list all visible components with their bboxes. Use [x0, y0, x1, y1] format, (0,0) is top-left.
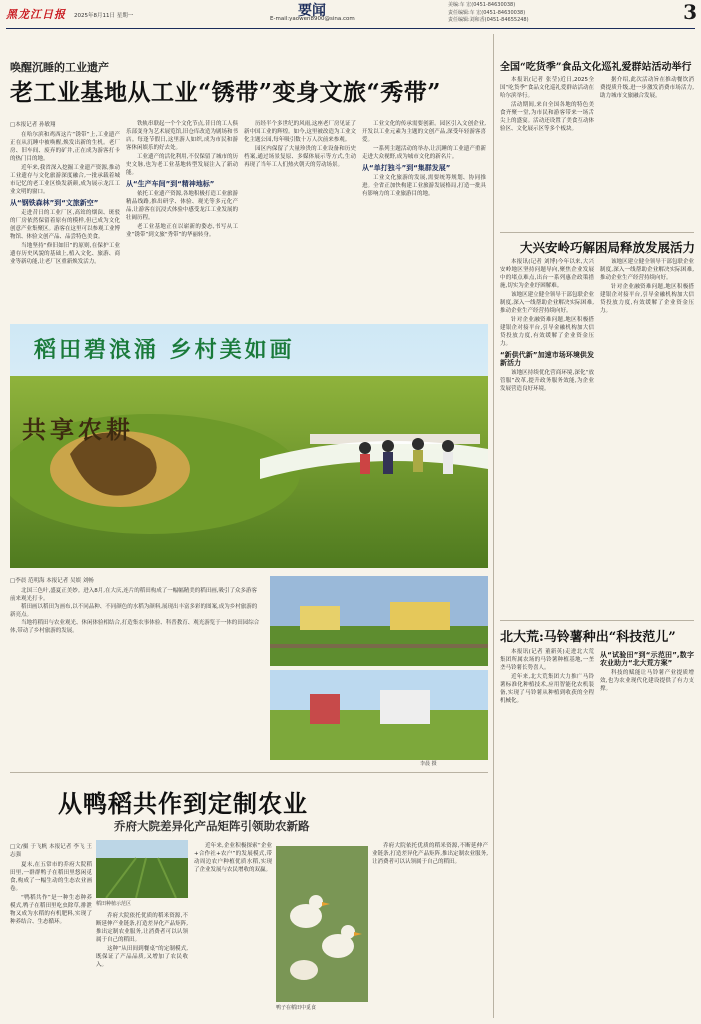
paragraph: 乔府大院依托优质的稻米资源,不断延伸产业链条,打造差异化产品矩阵,推出定制农业服务,让消费者可以认领属于自己的稻田。: [372, 843, 488, 865]
section-divider: [500, 232, 694, 233]
duck-subhead: 乔府大院差异化产品矩阵引领助农新路: [114, 819, 310, 833]
story3-subhead: 从“试验田”到“示范田”,数字农业助力“北大荒方案”: [600, 651, 694, 667]
lead-headline: 老工业基地从工业“锈带”变身文旅“秀带”: [10, 79, 441, 106]
lead-subhead-2: 从“生产车间”到“精神地标”: [126, 180, 215, 188]
village-photo: [270, 576, 488, 666]
story1-column-a: [500, 76, 594, 226]
paragraph: 工业文化旅游的发展,需要统筹规划、协同推进。全省正加快构建工业旅游发展格局,打造一批具有影响力的工业旅游目的地。: [362, 175, 486, 197]
paragraph: 历经半个多世纪的风雨,这座老厂房见证了新中国工业的辉煌。如今,这里被改造为工业文化主题公园,每年吸引数十万人次前来参观。: [244, 121, 356, 143]
paragraph: 在哈尔滨和鸡西这片“锈带”上,工业遗产正在从沉睡中被唤醒,焕发出新的生机。老厂房、旧车间、废弃的矿井,正在成为游客打卡的热门目的地。: [10, 132, 120, 162]
story3-headline: 北大荒:马铃薯种出“科技范儿”: [500, 630, 676, 645]
paragraph: 当地将稻田与农业观光、休闲体验相结合,打造集农事体验、科普教育、观光游览于一体的田园综合体,带动了乡村旅游的发展。: [10, 620, 260, 634]
story2-subhead: “新供代新”加速市场环境供发新活力: [500, 351, 594, 367]
paragraph: 科技的赋能让马铃薯产业提质增效,也为农业现代化建设提供了有力支撑。: [600, 670, 694, 692]
ducks-photo: [276, 846, 368, 1002]
paragraph: 据介绍,此次活动旨在推动餐饮消费提质升级,进一步激发消费市场活力,助力城市文旅融合发展。: [600, 77, 694, 99]
column-divider: [493, 34, 494, 1018]
duck-column-4: [372, 842, 488, 1018]
story3-column-a: [500, 648, 594, 1018]
paragraph: 该地区建立健全领导干部包联企业制度,深入一线帮助企业解决实际困难,推动企业生产经营持续向好。: [500, 292, 594, 314]
paragraph: 该地区持续优化营商环境,深化“放管服”改革,提升政务服务效能,为企业发展营造良好环境。: [500, 370, 594, 392]
page-number: 3: [683, 0, 697, 24]
paragraph: 针对企业融资难问题,地区积极搭建银企对接平台,引导金融机构加大信贷投放力度,有效缓解了企业资金压力。: [600, 284, 694, 314]
paragraph: 该地区建立健全领导干部包联企业制度,深入一线帮助企业解决实际困难,推动企业生产经营持续向好。: [600, 259, 694, 281]
paragraph: 当地坚持“修旧如旧”的原则,在保护工业遗存历史风貌的基础上,植入文化、旅游、商业等新功能,让老厂区重新焕发活力。: [10, 243, 120, 265]
paragraph: 依托工业遗产资源,各地积极打造工业旅游精品线路,推出研学、体验、观光等多元化产品,让游客在沉浸式体验中感受龙江工业发展的壮阔历程。: [126, 191, 238, 221]
section-divider: [10, 772, 488, 773]
photo-caption: [10, 576, 260, 756]
editor-credits: [448, 2, 648, 25]
paragraph: 活动期间,来自全国各地的特色美食齐聚一堂,为市民和游客带来一场舌尖上的盛宴。活动还设置了美食互动体验区、文化展示区等多个板块。: [500, 102, 594, 132]
masthead-rule: [6, 28, 695, 29]
paragraph: 本报讯(记者 刘博)今年以来,大兴安岭地区坚持问题导向,聚焦企业发展中的堵点难点,出台一系列惠企政策措施,切实为企业纾困解难。: [500, 259, 594, 289]
duck-byline: □文/摄 于飞帆 本报记者 李飞 王志强: [10, 844, 92, 858]
editor-line: 美编:车 宏(0451-84630038): [448, 2, 516, 8]
rice-art-text: 共享农耕: [22, 415, 134, 444]
rice-paddy-photo: [96, 840, 188, 898]
story2-column-b: [600, 258, 694, 614]
paragraph: 铁轨串联起一个个文化节点,昔日的工人俱乐部变身为艺术展览馆,旧仓库改造为剧场和书店。每逢节假日,这里游人如织,成为市民和游客休闲娱乐的好去处。: [126, 121, 238, 151]
lead-subhead-3: 从“单打独斗”到“集群发展”: [362, 164, 451, 172]
paragraph: 老工业基地正在以崭新的姿态,书写从工业“锈带”到文旅“秀带”的华丽转身。: [126, 224, 238, 238]
section-title: 要闻: [298, 3, 326, 19]
lead-column-4: [362, 120, 486, 320]
lead-kicker: 唤醒沉睡的工业遗产: [10, 61, 109, 74]
paragraph: 走进昔日的工业厂区,高耸的烟囱、斑驳的厂房依然保留着原有的模样,但已成为文化创意产业集聚区。游客在这里可以参观工业博物馆、体验文创产品、品尝特色美食。: [10, 210, 120, 240]
farm-photo: [270, 670, 488, 760]
paragraph: 工业遗产的活化利用,不仅保留了城市的历史文脉,也为老工业基地转型发展注入了新动能。: [126, 154, 238, 176]
paragraph: 这种“从田间到餐桌”的定制模式,既保证了产品品质,又增加了农民收入。: [96, 946, 188, 968]
caption-byline: □李晨 范明海 本报记者 吴娱 刘畅: [10, 578, 94, 584]
story2-headline: 大兴安岭巧解困局释放发展活力: [520, 240, 696, 255]
story1-column-b: [600, 76, 694, 226]
lead-byline: □本报记者 孙敏翔: [10, 122, 56, 128]
paragraph: 园区内保留了大量珍贵的工业设备和历史档案,通过场景复原、多媒体展示等方式,生动再现了当年工人们热火朝天的劳动场景。: [244, 146, 356, 168]
paragraph: 近年来,北大荒集团大力推广马铃薯标准化种植技术,应用智能化农机装备,实现了马铃薯从种植到收获的全程机械化。: [500, 674, 594, 704]
lead-column-1: [10, 120, 120, 320]
paragraph: 工业文化的传承需要创新。园区引入文创企业,开发以工业元素为主题的文创产品,深受年轻游客喜爱。: [362, 121, 486, 143]
duck-column-3: [194, 842, 272, 1018]
paragraph: 针对企业融资难问题,地区积极搭建银企对接平台,引导金融机构加大信贷投放力度,有效缓解了企业资金压力。: [500, 317, 594, 347]
story3-column-b: [600, 648, 694, 1018]
paragraph: 夏末,在五常市的乔府大院稻田里,一群群鸭子在稻田里悠闲觅食,构成了一幅生动的生态农业画卷。: [10, 862, 92, 892]
paragraph: 本报讯(记者 张莹)近日,2025全国“吃货季”食品文化巡礼爱群站活动在哈尔滨举行。: [500, 77, 594, 99]
paragraph: 乔府大院依托优质的稻米资源,不断延伸产业链条,打造差异化产品矩阵,推出定制农业服务,让消费者可以认领属于自己的稻田。: [96, 913, 188, 943]
paragraph: 一系列主题活动的举办,让沉睡的工业遗产重新走进大众视野,成为城市文化的新名片。: [362, 146, 486, 160]
photo-banner-title: 稻田碧浪涌 乡村美如画: [34, 337, 295, 363]
duck-column-2: [96, 912, 188, 1018]
duck-caption: 鸭子在稻田中觅食: [276, 1005, 317, 1011]
story1-headline: 全国“吃货季”食品文化巡礼爱群站活动举行: [500, 62, 692, 73]
paragraph: “鸭稻共作”是一种生态种养模式,鸭子在稻田里吃虫除草,排泄物又成为水稻的有机肥料,实现了种养结合、生态循环。: [10, 895, 92, 925]
lead-subhead-1: 从“钢铁森林”到“文旅新空”: [10, 199, 99, 207]
paragraph: 稻田画以稻田为画布,以不同品种、不同颜色的水稻为颜料,展现出丰富多彩的图案,成为乡村旅游的新亮点。: [10, 604, 258, 618]
duck-headline: 从鸭稻共作到定制农业: [58, 789, 308, 818]
paragraph: 近年来,企业积极探索“企业+合作社+农户”的发展模式,带动周边农户种植优质水稻,实现了企业发展与农民增收的双赢。: [194, 843, 272, 873]
paragraph: 近年来,我省深入挖掘工业遗产资源,推动工业遗存与文化旅游深度融合,一批承载着城市记忆的老工业区焕发新颜,成为展示龙江工业文明的窗口。: [10, 165, 120, 195]
paragraph: 北国三色叶,盛夏正美妙。进入8月,在大庆,连片的稻田构成了一幅幅精美的稻田画,吸引了众多游客前来观光打卡。: [10, 588, 257, 602]
section-email: E-mail:yaowen8900@sina.com: [270, 16, 355, 22]
duck-column-1: [10, 842, 92, 1018]
paragraph: 本报讯(记者 董新英)走进北大荒集团所属农场的马铃薯种植基地,一垄垄马铃薯长势喜人。: [500, 649, 594, 671]
lead-column-3: [244, 120, 356, 320]
rice-caption: 稻田种植示范区: [96, 901, 132, 907]
photo-credit: 李晨 摄: [420, 761, 437, 767]
editor-line: 责任编辑:车 宏(0451-84630038): [448, 9, 526, 16]
section-divider: [500, 620, 694, 621]
story2-column-a: [500, 258, 594, 614]
lead-column-2: [126, 120, 238, 320]
newspaper-logo: 黑龙江日报: [6, 8, 66, 21]
issue-date: 2025年8月11日 星期一: [74, 13, 134, 19]
editor-line: 责任编辑:刘和香(0451-84655248): [448, 17, 529, 23]
